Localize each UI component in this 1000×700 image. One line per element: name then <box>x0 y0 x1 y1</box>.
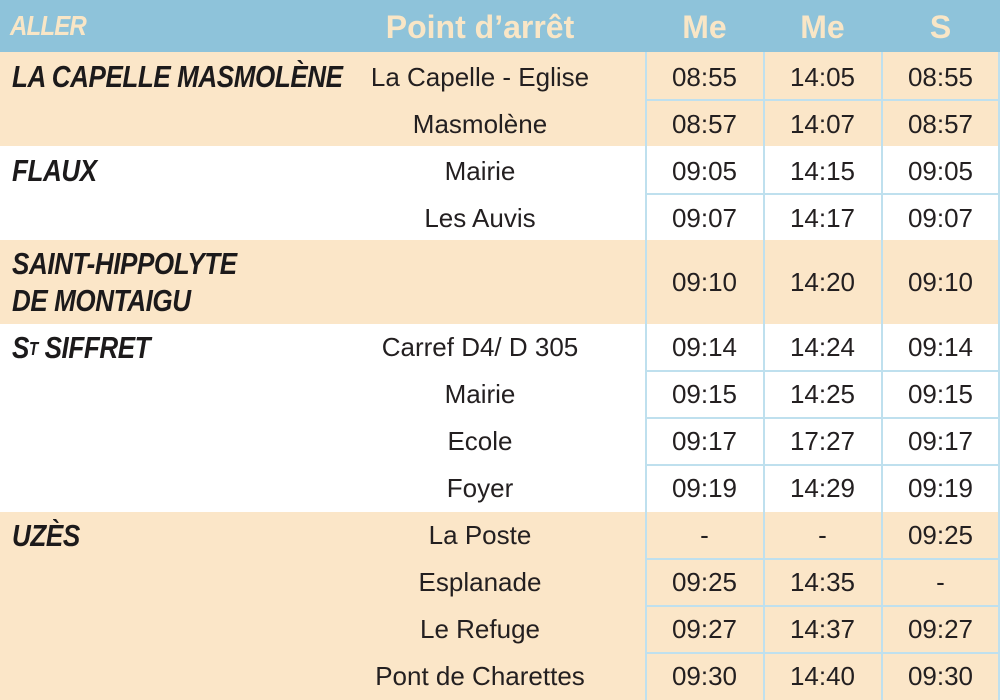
commune-name-line-1: SAINT-HIPPOLYTE <box>12 246 237 281</box>
commune-name-saint-hippolyte <box>12 245 237 319</box>
stop-column-header: Point d’arrêt <box>385 9 575 45</box>
time-cell: 09:15 <box>907 379 974 409</box>
time-cell: 09:14 <box>907 332 974 362</box>
time-cell: 14:35 <box>789 567 856 597</box>
time-cell: 14:25 <box>789 379 856 409</box>
commune-name-uzes: UZÈS <box>12 518 80 553</box>
time-cell: - <box>818 520 827 550</box>
commune-name-line-2: DE MONTAIGU <box>12 283 191 318</box>
stop-name: Les Auvis <box>424 203 536 233</box>
time-cell: 08:55 <box>671 62 738 92</box>
stop-name: Masmolène <box>412 109 548 139</box>
stop-name: Mairie <box>444 156 516 186</box>
time-cell: 09:07 <box>907 203 974 233</box>
time-cell: 08:57 <box>907 109 974 139</box>
time-cell: 14:07 <box>789 109 856 139</box>
time-cell: 14:20 <box>789 267 856 297</box>
stop-name: La Poste <box>428 520 532 550</box>
time-cell: 14:24 <box>789 332 856 362</box>
commune-name-rest: SIFFRET <box>44 330 151 365</box>
stop-name: Foyer <box>446 473 514 503</box>
stop-name: Esplanade <box>418 567 542 597</box>
time-cell: 09:19 <box>907 473 974 503</box>
time-cell: 14:37 <box>789 614 856 644</box>
time-cell: 14:40 <box>789 661 856 691</box>
time-cell: 08:57 <box>671 109 738 139</box>
stop-name: La Capelle - Eglise <box>370 62 590 92</box>
commune-name-superscript: T <box>28 339 38 359</box>
direction-label: ALLER <box>10 10 86 41</box>
time-cell: 09:25 <box>907 520 974 550</box>
time-cell: 09:30 <box>671 661 738 691</box>
time-cell: 17:27 <box>789 426 856 456</box>
time-cell: 09:10 <box>907 267 974 297</box>
time-cell: 14:05 <box>789 62 856 92</box>
stop-name <box>315 259 645 305</box>
time-cell: - <box>700 520 709 550</box>
time-cell: 09:30 <box>907 661 974 691</box>
day-column-header-1: Me <box>682 9 727 45</box>
time-cell: 09:25 <box>671 567 738 597</box>
time-cell: 09:17 <box>907 426 974 456</box>
time-cell: 14:17 <box>789 203 856 233</box>
time-cell: 09:15 <box>671 379 738 409</box>
stop-name: Carref D4/ D 305 <box>381 332 579 362</box>
stop-name: Le Refuge <box>420 614 540 644</box>
time-cell: 14:29 <box>789 473 856 503</box>
stop-name: Ecole <box>447 426 513 456</box>
time-cell: 09:14 <box>671 332 738 362</box>
time-cell: 09:07 <box>671 203 738 233</box>
time-cell: 08:55 <box>907 62 974 92</box>
time-cell: 09:27 <box>671 614 738 644</box>
commune-name-st-siffret <box>12 329 150 366</box>
stop-name: Mairie <box>444 379 516 409</box>
time-cell: 09:05 <box>907 156 974 186</box>
time-cell: 09:05 <box>671 156 738 186</box>
day-column-header-3: S <box>929 9 952 45</box>
commune-name-flaux: FLAUX <box>12 153 97 188</box>
stop-name: Pont de Charettes <box>375 661 585 691</box>
commune-name-la-capelle: LA CAPELLE MASMOLÈNE <box>12 59 343 94</box>
commune-name-prefix: S <box>12 330 29 365</box>
time-cell: 14:15 <box>789 156 856 186</box>
day-column-header-2: Me <box>800 9 845 45</box>
time-cell: 09:27 <box>907 614 974 644</box>
timetable-header <box>0 0 1000 52</box>
time-cell: 09:19 <box>671 473 738 503</box>
time-cell: 09:17 <box>671 426 738 456</box>
time-cell: - <box>936 567 945 597</box>
time-cell: 09:10 <box>671 267 738 297</box>
